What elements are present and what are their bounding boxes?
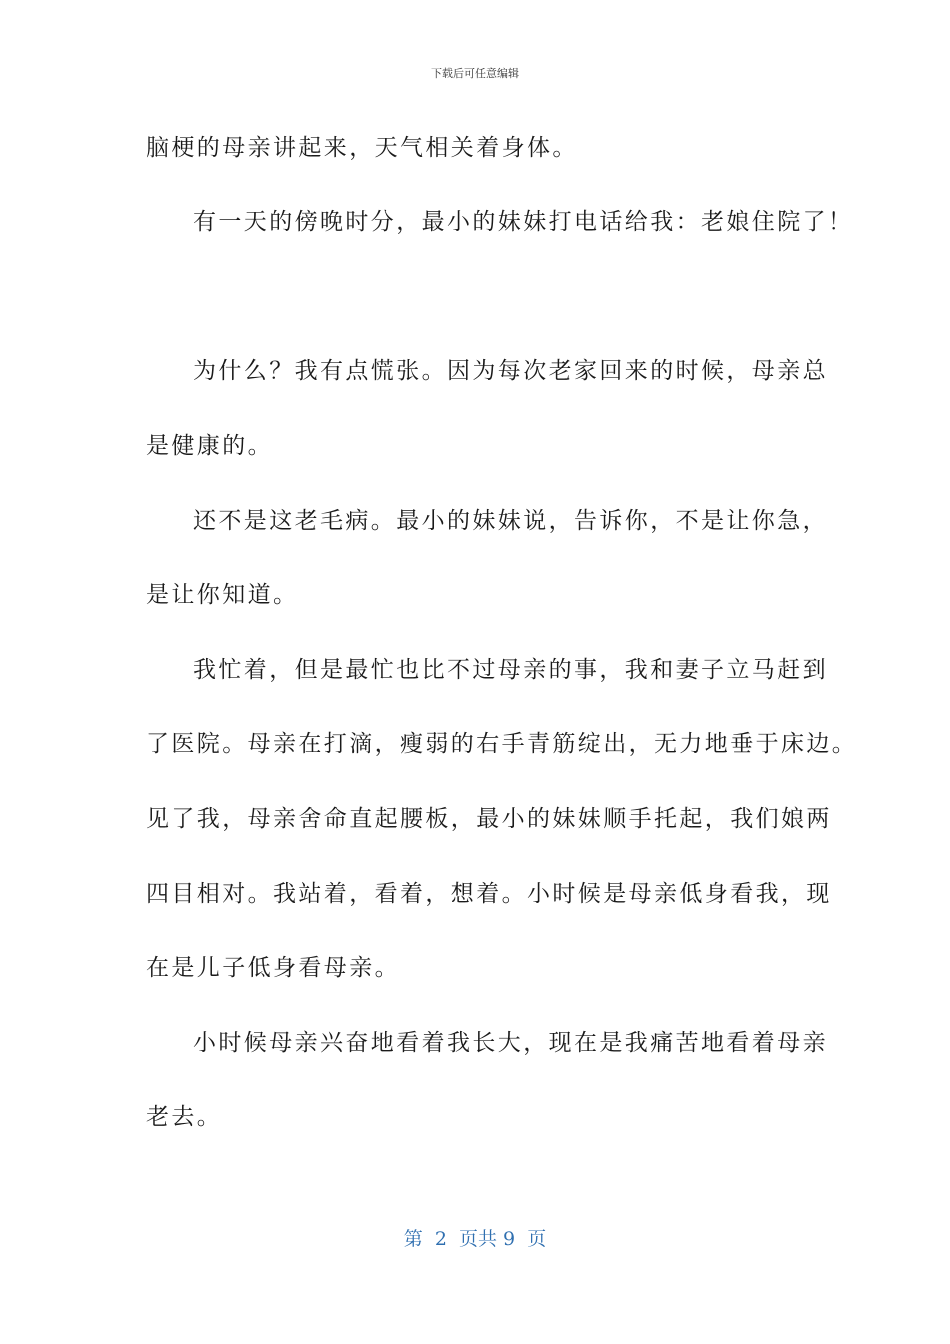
paragraph-line: 还不是这老毛病。最小的妹妹说，告诉你，不是让你急， xyxy=(193,508,828,534)
body-line: 老去。 xyxy=(146,1104,223,1130)
page-header-note: 下载后可任意编辑 xyxy=(431,67,519,80)
body-line: 四目相对。我站着，看着，想着。小时候是母亲低身看我，现 xyxy=(146,881,832,907)
body-line: 了医院。母亲在打滴，瘦弱的右手青筋绽出，无力地垂于床边。 xyxy=(146,731,858,757)
paragraph-line: 为什么？我有点慌张。因为每次老家回来的时候，母亲总 xyxy=(193,358,828,384)
body-line: 在是儿子低身看母亲。 xyxy=(146,955,400,981)
body-line: 是健康的。 xyxy=(146,433,273,459)
body-line: 脑梗的母亲讲起来，天气相关着身体。 xyxy=(146,135,578,161)
paragraph-line: 小时候母亲兴奋地看着我长大，现在是我痛苦地看着母亲 xyxy=(193,1030,828,1056)
body-line: 是让你知道。 xyxy=(146,582,299,608)
paragraph-line: 我忙着，但是最忙也比不过母亲的事，我和妻子立马赶到 xyxy=(193,657,828,683)
body-line: 见了我，母亲舍命直起腰板，最小的妹妹顺手托起，我们娘两 xyxy=(146,806,832,832)
paragraph-line: 有一天的傍晚时分，最小的妹妹打电话给我：老娘住院了！ xyxy=(193,209,854,235)
page-number: 第 2 页共 9 页 xyxy=(403,1228,547,1250)
